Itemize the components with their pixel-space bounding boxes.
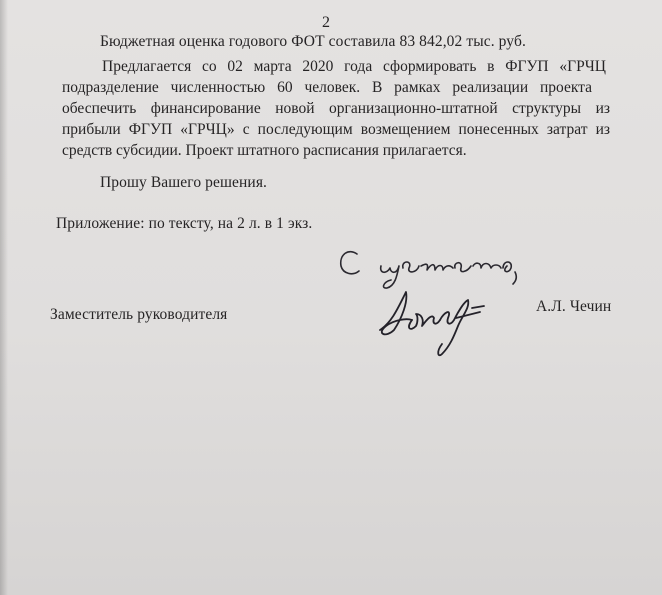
page-edge-shadow (0, 0, 8, 595)
proposal-line: подразделение численностью 60 человек. В рамках реализации проекта (62, 79, 592, 96)
proposal-line: Предлагается со 02 марта 2020 года сформировать в ФГУП «ГРЧЦ (102, 58, 606, 75)
position-title: Заместитель руководителя (50, 306, 228, 323)
proposal-line: обеспечить финансирование новой организационно-штатной структуры из (62, 100, 610, 117)
request-paragraph: Прошу Вашего решения. (100, 174, 268, 191)
budget-paragraph: Бюджетная оценка годового ФОТ составила 83 842,02 тыс. руб. (100, 33, 526, 50)
signer-name: А.Л. Чечин (536, 298, 612, 315)
page-number: 2 (322, 14, 331, 31)
proposal-line: прибыли ФГУП «ГРЧЦ» с последующим возмещением понесенных затрат из (62, 121, 610, 138)
proposal-paragraph (62, 56, 610, 161)
proposal-line: средств субсидии. Проект штатного расписания прилагается. (62, 142, 467, 159)
attachment-line: Приложение: по тексту, на 2 л. в 1 экз. (56, 215, 313, 232)
signature-mark (372, 282, 502, 362)
